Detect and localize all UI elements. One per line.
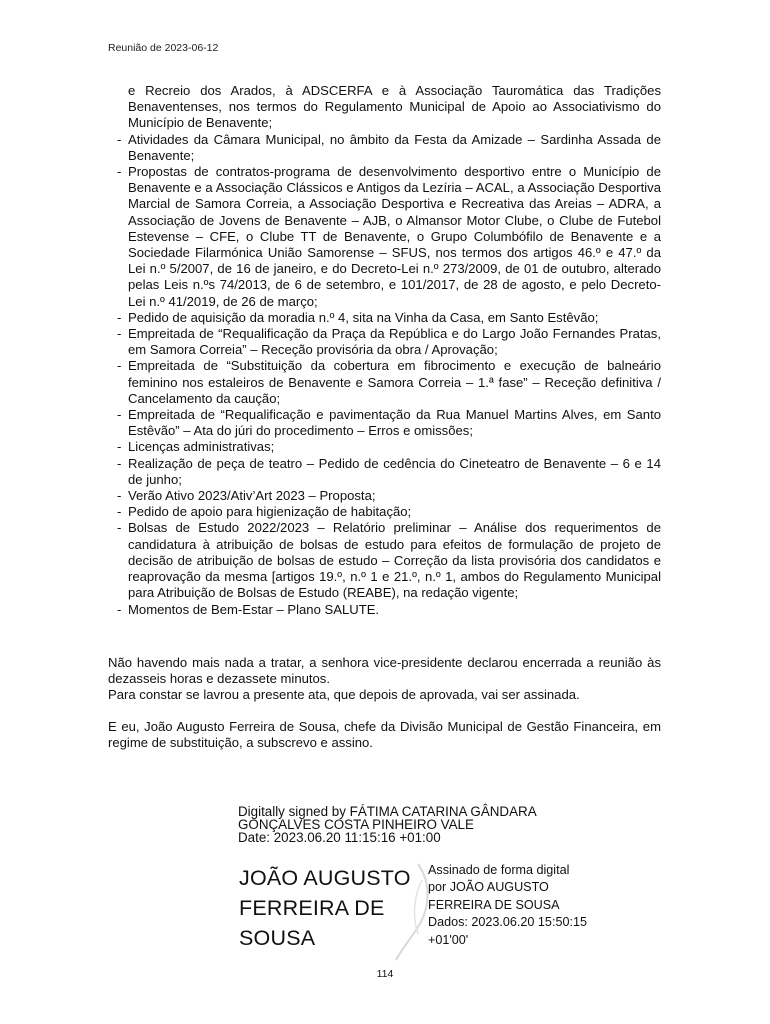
closing-statement: Para constar se lavrou a presente ata, que depois de aprovada, vai ser assinada.: [108, 687, 580, 702]
signature-detail-timezone: +01'00': [428, 932, 469, 947]
agenda-item: e Recreio dos Arados, à ADSCERFA e à Associação Tauromática das Tradições Benaventenses, nos termos do Regulamento Municipal de Apoio ao Associativismo do Município de Benavente;: [128, 83, 661, 131]
page-number: 114: [376, 968, 394, 980]
signature-detail-line: FERREIRA DE SOUSA: [428, 897, 560, 912]
agenda-item: - Empreitada de “Requalificação e pavimentação da Rua Manuel Martins Alves, em Santo Estêvão” – Ata do júri do procedimento – Erros e omissões;: [108, 407, 661, 439]
agenda-item: - Realização de peça de teatro – Pedido de cedência do Cineteatro de Benavente – 6 e 14 de junho;: [108, 456, 661, 488]
signature-detail-line: por JOÃO AUGUSTO: [428, 880, 549, 895]
agenda-item: - Pedido de aquisição da moradia n.º 4, sita na Vinha da Casa, em Santo Estêvão;: [108, 310, 661, 326]
signature-details-block: [428, 862, 587, 949]
signer-name-line: SOUSA: [239, 926, 316, 950]
digital-signature-block: [238, 806, 537, 844]
agenda-item: - Propostas de contratos-programa de desenvolvimento desportivo entre o Município de Benavente e a Associação Clássicos e Antigos da Lezíria – ACAL, a Associação Desportiva Marcial de Samora Correia, a Associação Desportiva e Recreativa das Areias – ADRA, a Associação de Jovens de Benavente – AJB, o Almansor Motor Clube, o Clube de Futebol Estevense – CFE, o Clube TT de Benavente, o Grupo Columbófilo de Benavente e a Sociedade Filarmónica União Samorense – SFUS, nos termos dos artigos 46.º e 47.º da Lei n.º 5/2007, de 16 de janeiro, e do Decreto-Lei n.º 273/2009, de 01 de outubro, alterado pelas Leis n.ºs 74/2013, de 6 de setembro, e 101/2017, de 28 de agosto, e pelo Decreto-Lei n.º 41/2019, de 26 de março;: [108, 164, 661, 310]
agenda-list: [108, 83, 661, 618]
agenda-item: - Pedido de apoio para higienização de habitação;: [108, 504, 661, 520]
agenda-item: - Empreitada de “Requalificação da Praça da República e do Largo João Fernandes Pratas, em Samora Correia” – Receção provisória da obra / Aprovação;: [108, 326, 661, 358]
agenda-item: - Atividades da Câmara Municipal, no âmbito da Festa da Amizade – Sardinha Assada de Benavente;: [108, 132, 661, 164]
page-header: Reunião de 2023-06-12: [108, 42, 219, 54]
agenda-item: - Bolsas de Estudo 2022/2023 – Relatório preliminar – Análise dos requerimentos de candidatura à atribuição de bolsas de estudo para efeitos de formulação de projeto de decisão de atribuição de bolsas de estudo – Correção da lista provisória dos candidatos e reaprovação da mesma [artigos 19.º, n.º 1 e 21.º, n.º 1, ambos do Regulamento Municipal para Atribuição de Bolsas de Estudo (REABE), na redação vigente;: [108, 520, 661, 601]
digital-signature-line: GONÇALVES COSTA PINHEIRO VALE: [238, 816, 474, 832]
digital-signature-line: Digitally signed by FÁTIMA CATARINA GÂNDARA: [238, 804, 537, 819]
signature-detail-line: Assinado de forma digital: [428, 863, 570, 877]
agenda-item: - Licenças administrativas;: [108, 439, 661, 455]
agenda-item: - Momentos de Bem-Estar – Plano SALUTE.: [108, 602, 661, 618]
closing-paragraph: Não havendo mais nada a tratar, a senhora vice-presidente declarou encerrada a reunião às dezasseis horas e dezassete minutos.: [108, 655, 661, 687]
agenda-item: - Empreitada de “Substituição da cobertura em fibrocimento e execução de balneário feminino nos estaleiros de Benavente e Samora Correia – 1.ª fase” – Receção definitiva / Cancelamento da caução;: [108, 358, 661, 407]
signer-name-line: JOÃO AUGUSTO: [239, 866, 411, 890]
digital-signature-date: Date: 2023.06.20 11:15:16 +01:00: [238, 829, 441, 845]
agenda-item: - Verão Ativo 2023/Ativ’Art 2023 – Proposta;: [108, 488, 661, 504]
signer-name-block: [239, 863, 411, 953]
signer-name-line: FERREIRA DE: [239, 896, 385, 920]
signatory-paragraph: E eu, João Augusto Ferreira de Sousa, chefe da Divisão Municipal de Gestão Financeira, em regime de substituição, a subscrevo e assino.: [108, 719, 661, 751]
signature-detail-date: Dados: 2023.06.20 15:50:15: [428, 915, 587, 930]
